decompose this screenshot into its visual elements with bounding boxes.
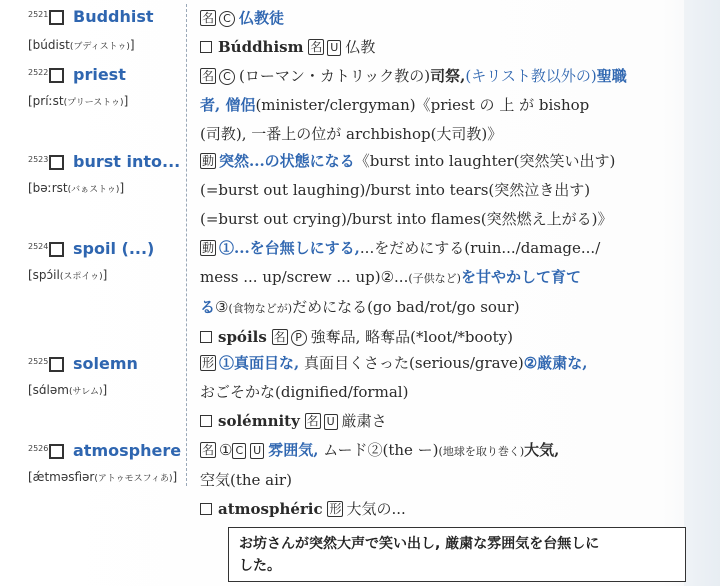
entry-number: 2524 bbox=[28, 242, 49, 251]
entry-number: 2521 bbox=[28, 10, 49, 19]
derived-form: atmosphéric 形 大気の... bbox=[200, 495, 680, 524]
pronunciation: [búdist(ブディストゥ)] bbox=[28, 38, 135, 52]
pronunciation: [ǽtməsfìər(アトゥモスフィあ)] bbox=[28, 470, 178, 484]
pronunciation: [príːst(プリーストゥ)] bbox=[28, 94, 129, 108]
definition: 名 C 仏教徒 Búddhism 名 U 仏教 bbox=[200, 4, 680, 62]
entry-number: 2526 bbox=[28, 444, 49, 453]
definition: 動 突然...の状態になる《burst into laughter(突然笑い出す) (=burst out laughing)/burst into tears(突然泣き出す) (=burst out crying)/burst into flames(突然燃え上がる)》 bbox=[200, 152, 616, 228]
pos-badge: 名 bbox=[202, 11, 215, 25]
derived-checkbox[interactable] bbox=[200, 503, 212, 515]
pronunciation: [sɑ́ləm(サレム)] bbox=[28, 383, 108, 397]
entry-number: 2525 bbox=[28, 357, 49, 366]
entry-checkbox[interactable] bbox=[49, 155, 64, 170]
definition: 名 C (ローマン・カトリック教の)司祭,(キリスト教以外の)聖職 者, 僧侶(minister/clergyman)《priest の 上 が bishop (司教), 一番上の位が archbishop(大司教)》 bbox=[200, 67, 627, 143]
definition: 動 ①...を台無しにする,...をだめにする(ruin.../damage.../ mess ... up/screw ... up)②...(子供など)を甘やかして育て る③(食物などが)だめになる(go bad/rot/go sour) spóils 名 P 強奪品, 略奪品(*loot/*booty) bbox=[200, 234, 680, 352]
example-sentence-line1: お坊さんが突然大声で笑い出し, 厳粛な雰囲気を台無しに bbox=[239, 536, 600, 552]
entry-checkbox[interactable] bbox=[49, 10, 64, 25]
entry-number: 2522 bbox=[28, 68, 49, 77]
headword: Buddhist bbox=[73, 7, 154, 26]
headword: burst into... bbox=[73, 152, 181, 171]
example-sentence-line2: した。 bbox=[239, 558, 281, 574]
headword: priest bbox=[73, 65, 126, 84]
entry-checkbox[interactable] bbox=[49, 68, 64, 83]
column-divider bbox=[186, 4, 187, 486]
entry-checkbox[interactable] bbox=[49, 444, 64, 459]
definition: 名 ① C U 雰囲気, ムード②(the ー)(地球を取り巻く)大気, 空気(the air) atmosphéric 形 大気の... bbox=[200, 436, 680, 524]
derived-checkbox[interactable] bbox=[200, 41, 212, 53]
headword: solemn bbox=[73, 354, 138, 373]
derived-checkbox[interactable] bbox=[200, 331, 212, 343]
pronunciation: [spɔ́il(スポイゥ)] bbox=[28, 268, 108, 282]
headword: atmosphere bbox=[73, 441, 182, 460]
derived-checkbox[interactable] bbox=[200, 415, 212, 427]
derived-form: spóils 名 P 強奪品, 略奪品(*loot/*booty) bbox=[200, 323, 680, 352]
page-edge-strip bbox=[684, 0, 720, 586]
entry-checkbox[interactable] bbox=[49, 357, 64, 372]
pronunciation: [bəːrst(バぁストゥ)] bbox=[28, 181, 125, 195]
grammar-badge: C bbox=[219, 11, 235, 27]
derived-form: solémnity 名 U 厳粛さ bbox=[200, 407, 680, 436]
headword: spoil (...) bbox=[73, 239, 155, 258]
entry-number: 2523 bbox=[28, 155, 49, 164]
example-sentence-box bbox=[228, 527, 686, 582]
definition: 形 ①真面目な, 真面目くさった(serious/grave)②厳粛な, おごそかな(dignified/formal) solémnity 名 U 厳粛さ bbox=[200, 349, 680, 436]
derived-form: Búddhism 名 U 仏教 bbox=[200, 33, 680, 62]
entry-checkbox[interactable] bbox=[49, 242, 64, 257]
